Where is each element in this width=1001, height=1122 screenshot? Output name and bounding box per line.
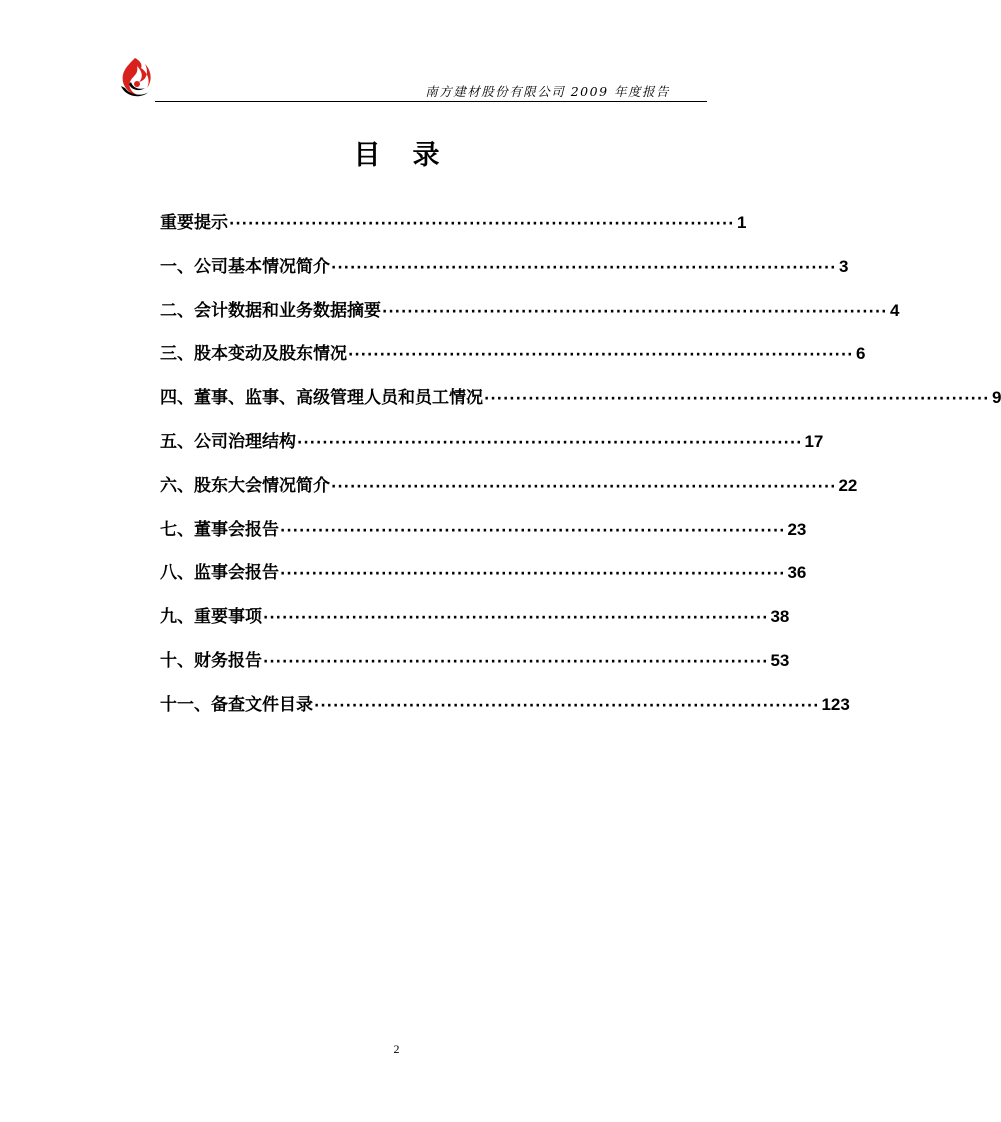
toc-entry-page: 3 [839, 256, 849, 276]
toc-entry-label: 九、重要事项 [160, 607, 262, 628]
flame-logo-icon [117, 56, 153, 100]
toc-entry-page: 4 [890, 300, 900, 320]
toc-entry-page: 53 [770, 650, 790, 670]
toc-entry-label: 二、会计数据和业务数据摘要 [160, 300, 381, 321]
table-of-contents [160, 208, 1001, 734]
toc-dot-leader: ················································································ [314, 697, 820, 714]
toc-entry[interactable] [160, 690, 850, 734]
toc-entry-label: 重要提示 [160, 213, 228, 233]
toc-entry[interactable] [160, 296, 900, 340]
toc-entry-label: 十、财务报告 [160, 650, 262, 671]
toc-entry-page: 17 [804, 431, 824, 451]
toc-entry-label: 七、董事会报告 [160, 519, 279, 540]
toc-entry-page: 123 [821, 694, 850, 714]
header-company-title: 南方建材股份有限公司 2009 年度报告 [425, 84, 670, 99]
toc-entry[interactable] [160, 558, 807, 602]
toc-entry[interactable] [160, 252, 849, 296]
toc-entry-page: 6 [856, 344, 866, 364]
toc-dot-leader: ················································································ [263, 610, 769, 627]
toc-dot-leader: ················································································ [331, 478, 837, 495]
toc-dot-leader: ················································································ [229, 216, 735, 232]
toc-dot-leader: ················································································ [382, 303, 888, 320]
toc-entry-page: 9 [992, 388, 1001, 408]
toc-entry[interactable] [160, 427, 824, 471]
page-title [0, 133, 793, 172]
toc-entry-label: 五、公司治理结构 [160, 431, 296, 452]
toc-entry[interactable] [160, 339, 866, 383]
toc-entry-label: 一、公司基本情况简介 [160, 256, 330, 277]
title-char-1: 目 [353, 140, 381, 171]
toc-dot-leader: ················································································ [348, 347, 854, 364]
header-divider [155, 101, 707, 102]
toc-entry[interactable] [160, 383, 1001, 427]
toc-entry[interactable] [160, 515, 807, 559]
toc-entry-label: 十一、备查文件目录 [160, 694, 313, 715]
toc-entry-page: 22 [838, 475, 858, 495]
toc-entry[interactable] [160, 602, 790, 646]
toc-entry[interactable] [160, 471, 858, 515]
page-number: 2 [393, 1042, 400, 1056]
toc-dot-leader: ················································································ [331, 259, 837, 276]
toc-entry[interactable] [160, 646, 790, 690]
toc-entry-label: 四、董事、监事、高级管理人员和员工情况 [160, 388, 483, 409]
toc-entry-page: 23 [787, 519, 807, 539]
toc-dot-leader: ················································································ [484, 391, 990, 408]
toc-entry-label: 八、监事会报告 [160, 563, 279, 584]
title-char-2: 录 [412, 140, 440, 171]
toc-entry-label: 三、股本变动及股东情况 [160, 344, 347, 365]
toc-entry-label: 六、股东大会情况简介 [160, 475, 330, 496]
toc-dot-leader: ················································································ [297, 434, 803, 451]
toc-entry[interactable] [160, 208, 747, 252]
toc-entry-page: 36 [787, 563, 807, 583]
toc-dot-leader: ················································································ [263, 653, 769, 670]
toc-entry-page: 1 [737, 213, 747, 232]
toc-dot-leader: ················································································ [280, 522, 786, 539]
toc-dot-leader: ················································································ [280, 566, 786, 583]
toc-entry-page: 38 [770, 607, 790, 627]
